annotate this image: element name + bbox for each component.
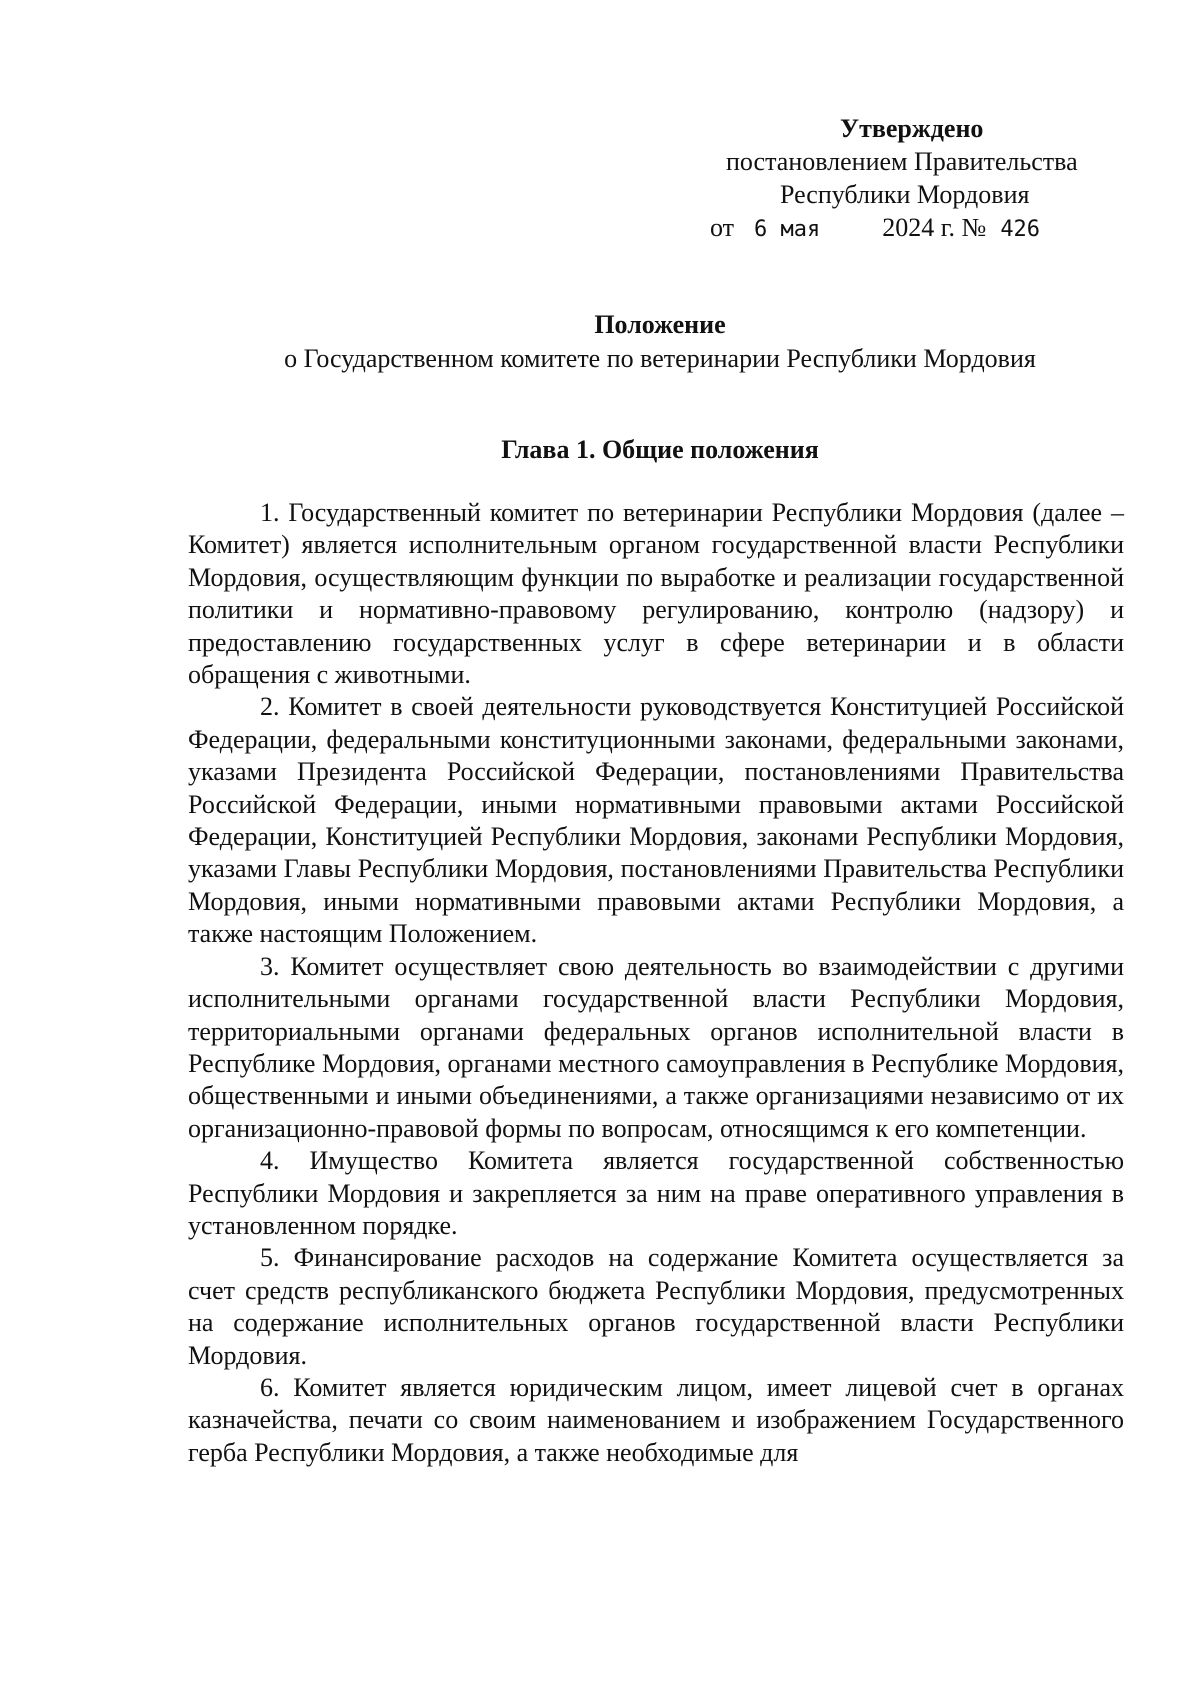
paragraph-5: 5. Финансирование расходов на содержание Комитета осуществляется за счет средств республиканского бюджета Республики Мордовия, предусмотренных на содержание исполнительных органов государственной власти Республики Мордовия. — [188, 1243, 1124, 1370]
approval-number: 426 — [1000, 217, 1041, 242]
document-title: Положение — [594, 310, 726, 339]
approval-line-decree: постановлением Правительства — [726, 147, 1078, 176]
approval-title: Утверждено — [840, 114, 984, 143]
document-title-block — [0, 308, 1200, 376]
approval-from-label: от — [710, 213, 735, 242]
approval-block — [700, 112, 1120, 246]
chapter-heading: Глава 1. Общие положения — [501, 435, 819, 464]
paragraph-3: 3. Комитет осуществляет свою деятельность во взаимодействии с другими исполнительными органами государственной власти Республики Мордовия, территориальными органами федеральных органов исполнительной власти в Республике Мордовия, органами местного самоуправления в Республике Мордовия, общественными и иными объединениями, а также организациями независимо от их организационно-правовой формы по вопросам, относящимся к его компетенции. — [188, 951, 1124, 1143]
paragraph-2: 2. Комитет в своей деятельности руководствуется Конституцией Российской Федерации, федеральными конституционными законами, федеральными законами, указами Президента Российской Федерации, постановлениями Правительства Российской Федерации, иными нормативными правовыми актами Российской Федерации, Конституцией Республики Мордовия, законами Республики Мордовия, указами Главы Республики Мордовия, постановлениями Правительства Республики Мордовия, иными нормативными правовыми актами Республики Мордовия, а также настоящим Положением. — [188, 692, 1124, 949]
paragraph-4: 4. Имущество Комитета является государственной собственностью Республики Мордовия и закрепляется за ним на праве оперативного управления в установленном порядке. — [188, 1146, 1124, 1240]
approval-date: 6 мая — [754, 217, 821, 242]
approval-date-line — [700, 211, 1120, 246]
approval-year-label: 2024 г. № — [882, 213, 987, 242]
approval-line-republic: Республики Мордовия — [780, 180, 1030, 209]
document-subtitle: о Государственном комитете по ветеринарии Республики Мордовия — [284, 344, 1036, 373]
paragraph-1: 1. Государственный комитет по ветеринарии Республики Мордовия (далее – Комитет) является исполнительным органом государственной власти Республики Мордовия, осуществляющим функции по выработке и реализации государственной политики и нормативно-правовому регулированию, контролю (надзору) и предоставлению государственных услуг в сфере ветеринарии и в области обращения с животными. — [188, 498, 1124, 690]
paragraph-6: 6. Комитет является юридическим лицом, имеет лицевой счет в органах казначейства, печати со своим наименованием и изображением Государственного герба Республики Мордовия, а также необходимые для — [188, 1372, 1124, 1467]
document-body — [188, 497, 1124, 1469]
